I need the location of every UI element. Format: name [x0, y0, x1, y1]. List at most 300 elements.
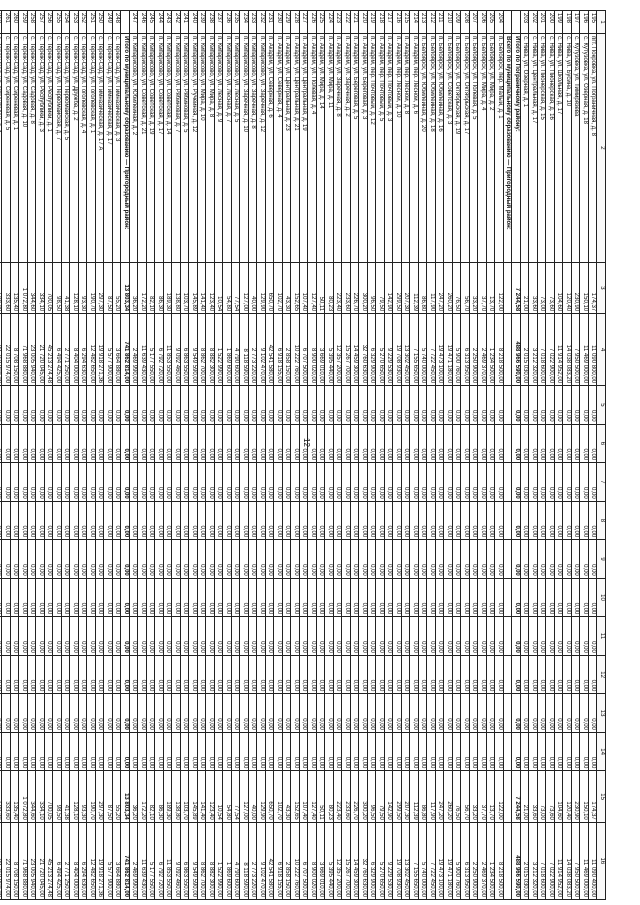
table-cell: 1 522 990,00	[215, 314, 224, 386]
table-cell: 0,00	[257, 732, 266, 771]
table-cell: 0,00	[512, 732, 521, 771]
table-cell: 0,00	[385, 424, 394, 463]
table-cell: 107,40	[300, 771, 309, 822]
table-cell: 0,00	[70, 694, 79, 733]
document-page	[3, 10, 606, 900]
table-cell: 0,00	[121, 732, 130, 771]
table-cell: 6 313 950,00	[461, 822, 470, 899]
table-cell: 9 102 470,00	[257, 822, 266, 899]
table-cell: 223	[334, 11, 343, 34]
table-cell: 6 707 500,00	[300, 822, 309, 899]
table-cell: 0,00	[444, 540, 453, 579]
table-cell: 0,00	[45, 694, 54, 733]
table-cell: п. Белоярск, ул. Юбилейная, д. 16	[436, 34, 445, 263]
table-cell: 227	[300, 11, 309, 34]
table-cell: 0,00	[589, 617, 598, 656]
table-cell: 0,00	[538, 386, 547, 425]
table-cell: 33,60	[529, 771, 538, 822]
table-cell: 0,00	[436, 655, 445, 694]
table-cell: 0,00	[359, 732, 368, 771]
table-row	[359, 11, 368, 900]
table-cell: 0,00	[28, 578, 37, 617]
table-cell: 344,60	[28, 262, 37, 313]
table-cell: 223,40	[334, 771, 343, 822]
table-cell: 0,00	[87, 655, 96, 694]
table-cell: 210	[444, 11, 453, 34]
table-cell: п. Белоярск, ул. Мира, д. 2	[487, 34, 496, 263]
table-cell: 0,00	[96, 463, 105, 502]
table-cell: 5 740 000,00	[419, 314, 428, 386]
table-cell: 0,00	[147, 578, 156, 617]
table-cell: 0,00	[240, 424, 249, 463]
table-cell: 9 549 590,00	[189, 314, 198, 386]
table-cell: 0,00	[342, 424, 351, 463]
table-cell: 0,00	[70, 540, 79, 579]
table-cell	[0, 822, 2, 899]
table-cell: 216	[393, 11, 402, 34]
table-cell: 0,00	[189, 540, 198, 579]
table-cell: 79,50	[376, 262, 385, 313]
table-cell: 0,00	[308, 617, 317, 656]
table-row	[368, 11, 377, 900]
table-cell: 0,00	[444, 463, 453, 502]
table-cell: 0,00	[274, 655, 283, 694]
table-cell: 0,00	[308, 655, 317, 694]
table-cell: 0,00	[266, 386, 275, 425]
table-cell: 0,00	[181, 617, 190, 656]
table-cell: п. Академ, ул. Центральная, д. 19	[300, 34, 309, 263]
table-cell: 11 090 800,00	[589, 314, 598, 386]
table-cell: 0,00	[257, 463, 266, 502]
table-cell: 0,00	[402, 463, 411, 502]
table-cell: 248	[113, 11, 122, 34]
table-row	[104, 11, 113, 900]
table-cell	[504, 314, 513, 386]
table-cell: 0,00	[232, 578, 241, 617]
table-row	[427, 11, 436, 900]
table-row	[206, 11, 215, 900]
table-cell: 0,00	[410, 463, 419, 502]
table-cell: 86,80	[419, 262, 428, 313]
table-cell: 0,00	[487, 540, 496, 579]
table-cell: 0,00	[138, 694, 147, 733]
table-cell: 0,00	[121, 424, 130, 463]
table-cell: 0,00	[62, 540, 71, 579]
table-cell: 0,00	[121, 386, 130, 425]
table-cell: 0,00	[461, 655, 470, 694]
table-cell: 3 212 320,00	[529, 314, 538, 386]
table-row	[11, 11, 20, 900]
table-cell: 0,00	[206, 386, 215, 425]
table-cell: 0,00	[62, 655, 71, 694]
table-cell: 0,00	[155, 732, 164, 771]
table-cell: 0,00	[334, 463, 343, 502]
table-cell: 0,00	[283, 463, 292, 502]
table-cell: 0,00	[555, 386, 564, 425]
table-cell: 0,00	[572, 617, 581, 656]
table-cell: 0,00	[172, 655, 181, 694]
table-cell: 141,40	[198, 771, 207, 822]
table-cell: 0,00	[206, 694, 215, 733]
table-cell: 0,00	[28, 732, 37, 771]
table-cell: 0,00	[393, 386, 402, 425]
table-cell: 0,00	[19, 694, 28, 733]
table-cell: 0,00	[300, 424, 309, 463]
table-cell: 0,00	[317, 694, 326, 733]
table-cell: 104,60	[555, 262, 564, 313]
table-cell: 0,00	[283, 578, 292, 617]
table-cell: 0,00	[342, 540, 351, 579]
table-cell: 0,00	[334, 732, 343, 771]
table-cell: 0,00	[240, 540, 249, 579]
table-cell: 201	[538, 11, 547, 34]
table-cell: 0,00	[232, 424, 241, 463]
table-cell: с. Нива, ул. Пионерская, д. 16	[546, 34, 555, 263]
table-cell: 0,00	[172, 617, 181, 656]
table-cell: 0,00	[351, 540, 360, 579]
table-cell: 0,00	[529, 501, 538, 540]
table-cell: 0,00	[19, 424, 28, 463]
table-row	[223, 11, 232, 900]
table-row	[147, 11, 156, 900]
table-cell: 0,00	[274, 617, 283, 656]
table-cell: 261	[2, 11, 11, 34]
table-cell: 33,20	[470, 262, 479, 313]
table-cell: 202	[529, 11, 538, 34]
table-cell: п. Академ, ул. Мира, д. 11	[325, 34, 334, 263]
table-cell: 0,00	[232, 540, 241, 579]
table-cell: 0,00	[138, 463, 147, 502]
table-cell: 0,00	[2, 424, 11, 463]
table-cell: 199	[555, 11, 564, 34]
table-cell: 19 473 100,00	[436, 314, 445, 386]
table-cell: 8 118 590,00	[240, 822, 249, 899]
table-cell: 0,00	[470, 732, 479, 771]
table-cell: 0,00	[223, 655, 232, 694]
table-cell: 0,00	[215, 501, 224, 540]
table-cell: 224	[325, 11, 334, 34]
table-cell: 0,00	[223, 424, 232, 463]
table-cell: 0,00	[300, 694, 309, 733]
table-cell: 0,00	[385, 386, 394, 425]
table-cell: 247,20	[436, 771, 445, 822]
table-cell: 0,00	[529, 578, 538, 617]
table-cell: 0,00	[189, 694, 198, 733]
table-cell: 0,00	[368, 694, 377, 733]
table-cell: 0,00	[147, 501, 156, 540]
table-cell: 3 212 320,00	[529, 822, 538, 899]
table-cell: 200	[546, 11, 555, 34]
table-cell: 0,00	[232, 732, 241, 771]
table-row	[308, 11, 317, 900]
table-cell: 82,10	[147, 771, 156, 822]
table-cell: 0,00	[478, 655, 487, 694]
table-cell: 0,00	[342, 617, 351, 656]
table-cell: 0,00	[266, 501, 275, 540]
table-cell: 0,00	[53, 501, 62, 540]
table-row	[53, 11, 62, 900]
table-cell: 0,00	[419, 386, 428, 425]
table-cell: 0,00	[546, 463, 555, 502]
table-cell: 2 250 900,00	[470, 314, 479, 386]
table-cell: 7 950 500,00	[572, 314, 581, 386]
table-cell: 0,00	[223, 694, 232, 733]
table-cell: 0,00	[393, 732, 402, 771]
table-cell: 488 966 590,00	[512, 822, 521, 899]
table-cell	[0, 771, 2, 822]
table-cell: 0,00	[19, 578, 28, 617]
table-cell: 204	[495, 11, 504, 34]
table-cell: с. Тереж-Сад, ул. Сиреневая, д. 5	[2, 34, 11, 263]
table-cell	[504, 424, 513, 463]
table-cell: 50,11	[317, 771, 326, 822]
table-cell: 9 102 470,00	[257, 314, 266, 386]
table-cell: 0,00	[223, 540, 232, 579]
table-cell: 0,00	[453, 463, 462, 502]
table-cell: 0,00	[512, 578, 521, 617]
table-cell: 0,00	[164, 655, 173, 694]
table-cell: 0,00	[300, 386, 309, 425]
table-cell	[0, 262, 2, 313]
table-cell: с. Тереж-Сад, ул. Дружба, д. 2	[70, 34, 79, 263]
table-cell: 741 862 814,00	[121, 822, 130, 899]
table-row	[87, 11, 96, 900]
table-row	[70, 11, 79, 900]
table-row	[181, 11, 190, 900]
table-row	[266, 11, 275, 900]
table-cell: 0,00	[495, 424, 504, 463]
table-cell: 0,00	[291, 732, 300, 771]
table-row	[240, 11, 249, 900]
table-cell: 0,00	[121, 617, 130, 656]
table-cell: 0,00	[2, 578, 11, 617]
table-cell: 0,00	[461, 617, 470, 656]
table-cell: 2 771 250,00	[62, 314, 71, 386]
table-cell: 0,00	[453, 424, 462, 463]
table-cell: 0,00	[198, 694, 207, 733]
table-cell: 22 015 974,00	[2, 314, 11, 386]
table-cell: 0,00	[70, 501, 79, 540]
table-cell: 0,00	[181, 732, 190, 771]
table-cell: 2 469 990,00	[130, 314, 139, 386]
table-cell: 0,00	[368, 732, 377, 771]
table-cell: 195	[589, 11, 598, 34]
table-cell: 0,00	[189, 617, 198, 656]
table-cell: 0,00	[232, 694, 241, 733]
table-cell: 0,00	[546, 424, 555, 463]
table-cell: 41,38	[62, 771, 71, 822]
table-row	[198, 11, 207, 900]
table-cell: 0,00	[300, 732, 309, 771]
table-cell: 211	[436, 11, 445, 34]
table-cell: 0,00	[138, 424, 147, 463]
table-cell: 135,40	[11, 262, 20, 313]
table-cell: 223,40	[334, 262, 343, 313]
table-cell: 0,00	[147, 694, 156, 733]
table-cell: 0,00	[249, 540, 258, 579]
table-cell: 174,37	[589, 771, 598, 822]
table-cell: 0,00	[79, 617, 88, 656]
table-cell: 0,00	[444, 694, 453, 733]
table-cell	[504, 386, 513, 425]
table-cell: 0,00	[436, 463, 445, 502]
table-row	[45, 11, 54, 900]
table-cell: 0,00	[589, 732, 598, 771]
table-row	[291, 11, 300, 900]
table-cell: 0,00	[470, 655, 479, 694]
table-cell: 0,00	[62, 463, 71, 502]
table-cell: 0,00	[79, 732, 88, 771]
table-cell: п. Кипарисово, ул. Советская, д. 17	[155, 34, 164, 263]
table-cell: 0,00	[410, 617, 419, 656]
table-cell: 22 015 974,00	[2, 822, 11, 899]
table-row	[257, 11, 266, 900]
table-row	[164, 11, 173, 900]
table-cell: 0,00	[308, 540, 317, 579]
table-cell: 21,00	[521, 771, 530, 822]
table-cell: 0,00	[376, 732, 385, 771]
table-cell: 8 862 700,00	[198, 822, 207, 899]
table-cell: 0,00	[249, 617, 258, 656]
table-cell: п. Академ, ул. Береговая, д. 3	[359, 34, 368, 263]
table-cell: 0,00	[189, 386, 198, 425]
table-cell: 0,00	[53, 694, 62, 733]
table-cell: 0,00	[249, 424, 258, 463]
table-cell: 0,00	[113, 578, 122, 617]
table-cell: 226,70	[351, 771, 360, 822]
table-cell: 0,00	[266, 617, 275, 656]
table-cell: 0,00	[334, 540, 343, 579]
table-cell: 214	[410, 11, 419, 34]
table-cell: 0,00	[257, 578, 266, 617]
table-cell: 0,00	[478, 732, 487, 771]
table-cell: 0,00	[249, 386, 258, 425]
table-cell: 0,00	[385, 655, 394, 694]
table-cell: 0,00	[36, 578, 45, 617]
table-cell: 0,00	[274, 501, 283, 540]
column-header: 7	[597, 463, 606, 502]
table-cell: 0,00	[453, 540, 462, 579]
table-cell: 13,70	[487, 262, 496, 313]
table-cell: 0,00	[453, 617, 462, 656]
table-cell	[504, 540, 513, 579]
table-cell: 0,00	[393, 424, 402, 463]
table-cell: 2 858 150,00	[283, 822, 292, 899]
table-cell: 13 302 450,00	[402, 822, 411, 899]
table-cell: 0,00	[87, 694, 96, 733]
table-cell: 0,00	[427, 424, 436, 463]
table-cell: 0,00	[121, 501, 130, 540]
table-cell: Итого по Пограничному району:	[512, 34, 521, 263]
table-row	[317, 11, 326, 900]
table-cell: 0,00	[555, 655, 564, 694]
table-cell: 208	[461, 11, 470, 34]
table-cell: 0,00	[274, 386, 283, 425]
table-cell: 0,00	[410, 578, 419, 617]
table-cell: 0,00	[444, 386, 453, 425]
table-cell: 0,00	[87, 732, 96, 771]
table-cell: 0,00	[385, 578, 394, 617]
table-cell: 129,90	[257, 771, 266, 822]
table-cell: 0,00	[444, 655, 453, 694]
table-cell: 0,00	[215, 424, 224, 463]
table-cell: 98,50	[53, 771, 62, 822]
table-cell: 7 018 600,00	[538, 314, 547, 386]
table-cell: 0,00	[104, 386, 113, 425]
table-cell: 0,00	[19, 501, 28, 540]
table-cell: 0,00	[181, 694, 190, 733]
table-cell: 1 234 500,00	[487, 822, 496, 899]
table-cell: 213	[419, 11, 428, 34]
table-cell: 2 469 990,00	[130, 822, 139, 899]
table-cell: 0,00	[334, 617, 343, 656]
table-cell: 0,00	[334, 655, 343, 694]
table-cell: 42 541 580,00	[266, 822, 275, 899]
table-cell: 1 072,80	[19, 771, 28, 822]
table-cell: 0,00	[79, 694, 88, 733]
table-cell: 0,00	[155, 386, 164, 425]
table-cell: 0,00	[359, 617, 368, 656]
column-header: 2	[597, 34, 606, 263]
table-cell: 234	[240, 11, 249, 34]
table-cell: 3 664 880,00	[113, 822, 122, 899]
table-cell: п. Кипарисово, ул. Заречная, д. 8	[249, 34, 258, 263]
table-cell: 0,00	[300, 578, 309, 617]
table-cell: 0,00	[240, 655, 249, 694]
table-cell: 19 473 100,00	[436, 822, 445, 899]
table-cell: с. Тереж-Сад, ул. Первомайская, д. 7	[53, 34, 62, 263]
column-header: 8	[597, 501, 606, 540]
table-cell: 6 863 550,00	[181, 314, 190, 386]
table-cell: 152,65	[291, 771, 300, 822]
column-header: 5	[597, 386, 606, 425]
table-cell: 0,00	[563, 694, 572, 733]
table-cell: 700,05	[45, 262, 54, 313]
table-cell: 0,00	[266, 732, 275, 771]
table-cell	[0, 617, 2, 656]
table-cell: 0,00	[563, 424, 572, 463]
table-cell: 0,00	[300, 655, 309, 694]
column-header: 11	[597, 617, 606, 656]
table-row	[555, 11, 564, 900]
table-cell: п. Академ, пер. Лесной, д. 8	[402, 34, 411, 263]
table-cell: 257	[36, 11, 45, 34]
table-cell: 0,00	[342, 463, 351, 502]
table-row	[138, 11, 147, 900]
table-row	[300, 11, 309, 900]
table-cell: 152,65	[291, 262, 300, 313]
table-cell: 0,00	[215, 540, 224, 579]
table-cell: 0,00	[96, 501, 105, 540]
table-cell: 0,00	[283, 694, 292, 733]
table-cell: 0,00	[308, 463, 317, 502]
table-cell: 3 664 880,00	[113, 314, 122, 386]
table-cell: 0,00	[436, 732, 445, 771]
subtotal-row	[121, 11, 130, 900]
table-cell: 0,00	[563, 732, 572, 771]
table-cell: 0,00	[291, 694, 300, 733]
table-cell: 207,30	[402, 771, 411, 822]
table-cell: 122,00	[495, 262, 504, 313]
column-header: 1	[597, 11, 606, 34]
table-cell: 250	[96, 11, 105, 34]
table-cell: 6 494 425,00	[53, 314, 62, 386]
table-cell: п. Академ, ул. Северная, д. 4	[274, 34, 283, 263]
table-cell: 0,00	[529, 463, 538, 502]
table-cell: 189,30	[164, 262, 173, 313]
table-cell	[504, 822, 513, 899]
table-cell: 0,00	[529, 694, 538, 733]
